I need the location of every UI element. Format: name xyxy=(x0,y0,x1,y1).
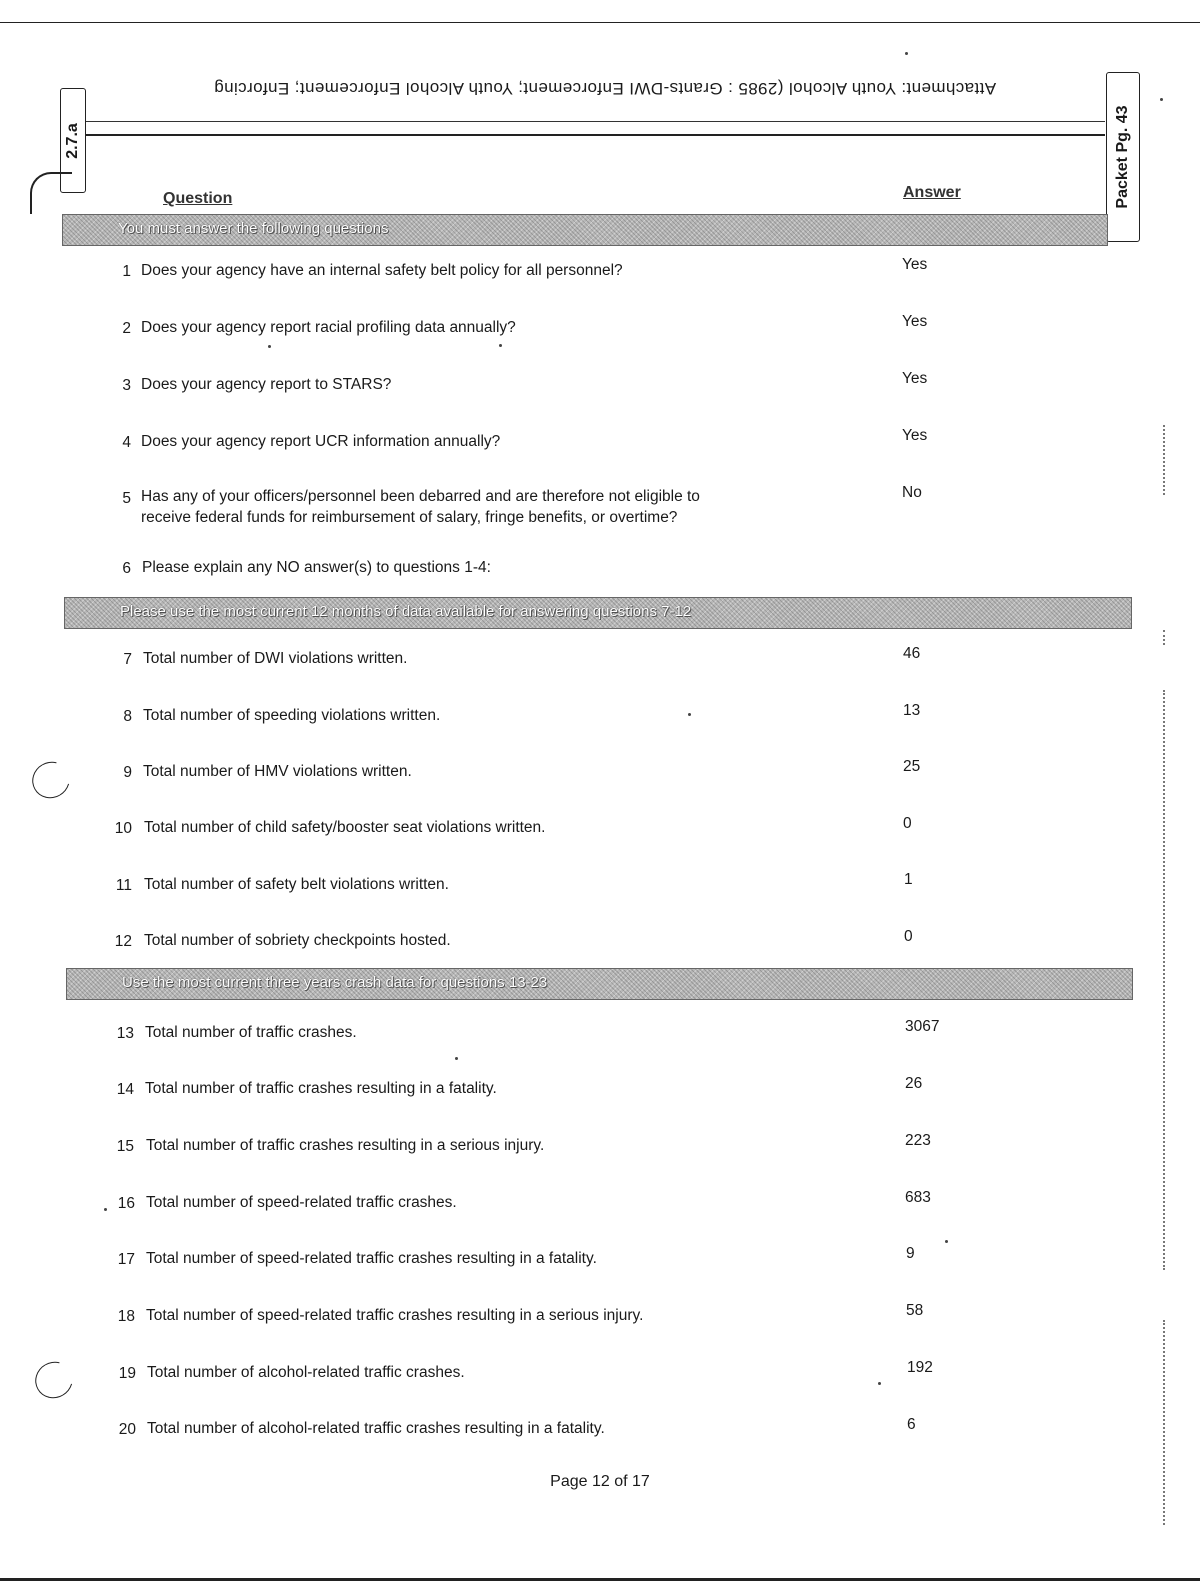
question-number: 18 xyxy=(117,1308,135,1325)
answer-value: 25 xyxy=(903,758,921,775)
section-banner-text: Please use the most current 12 months of data available for answering questions 7-12 xyxy=(120,603,692,620)
question-number: 17 xyxy=(117,1251,135,1268)
question-text: Total number of traffic crashes. xyxy=(145,1024,357,1041)
question-text: Total number of traffic crashes resulting in a serious injury. xyxy=(146,1137,545,1154)
scan-speck xyxy=(1160,98,1163,101)
page-number: Page 12 of 17 xyxy=(550,1473,650,1490)
scan-bottom-edge xyxy=(0,1578,1200,1581)
punch-hole xyxy=(29,1355,80,1405)
question-number: 8 xyxy=(123,708,132,725)
answer-value: 192 xyxy=(907,1359,933,1376)
scan-speck xyxy=(945,1240,948,1243)
punch-hole-arc xyxy=(30,172,72,214)
answer-value: 0 xyxy=(903,815,912,832)
question-text: Does your agency have an internal safety belt policy for all personnel? xyxy=(141,262,623,279)
section-banner xyxy=(66,968,1133,1000)
answer-value: No xyxy=(902,484,922,501)
scan-edge-dots xyxy=(1163,1320,1167,1525)
answer-value: 683 xyxy=(905,1189,931,1206)
question-text: Total number of child safety/booster seat violations written. xyxy=(144,819,546,836)
header-rule-thick xyxy=(85,134,1105,136)
question-number: 20 xyxy=(118,1421,136,1438)
scan-speck xyxy=(905,52,908,55)
question-text: Total number of speed-related traffic crashes. xyxy=(146,1194,457,1211)
question-number: 12 xyxy=(114,933,132,950)
question-number: 4 xyxy=(122,434,131,451)
question-text: Total number of HMV violations written. xyxy=(143,763,412,780)
question-text: Total number of sobriety checkpoints hosted. xyxy=(144,932,451,949)
question-text: Please explain any NO answer(s) to questions 1-4: xyxy=(142,559,491,576)
question-number: 11 xyxy=(115,877,132,894)
section-banner xyxy=(62,214,1108,246)
answer-value: 58 xyxy=(906,1302,924,1319)
scan-top-edge xyxy=(0,22,1200,23)
question-number: 6 xyxy=(122,560,131,577)
answer-value: 1 xyxy=(904,871,913,888)
answer-value: Yes xyxy=(902,256,928,273)
answer-value: Yes xyxy=(902,370,928,387)
scan-speck xyxy=(104,1208,107,1211)
question-number: 15 xyxy=(116,1138,134,1155)
question-text: Total number of safety belt violations written. xyxy=(144,876,449,893)
answer-value: 46 xyxy=(903,645,921,662)
question-text: Total number of speeding violations written. xyxy=(143,707,441,724)
scan-edge-dots xyxy=(1163,425,1167,495)
question-text: Total number of speed-related traffic crashes resulting in a fatality. xyxy=(146,1250,597,1267)
question-number: 14 xyxy=(116,1081,134,1098)
scan-edge-dots xyxy=(1163,690,1167,1270)
question-text: Total number of alcohol-related traffic crashes. xyxy=(147,1364,465,1381)
scan-speck xyxy=(268,345,271,348)
scan-speck xyxy=(878,1382,881,1385)
question-number: 19 xyxy=(118,1365,136,1382)
question-text: Total number of alcohol-related traffic crashes resulting in a fatality. xyxy=(147,1420,605,1437)
packet-page-label: Packet Pg. 43 xyxy=(1114,105,1131,209)
question-text-continued: receive federal funds for reimbursement of salary, fringe benefits, or overtime? xyxy=(141,509,678,526)
question-text: Does your agency report racial profiling data annually? xyxy=(141,319,516,336)
question-number: 7 xyxy=(123,651,132,668)
answer-column-header: Answer xyxy=(903,184,961,201)
question-number: 16 xyxy=(117,1195,135,1212)
question-number: 3 xyxy=(122,377,131,394)
question-number: 10 xyxy=(114,820,132,837)
question-text: Total number of DWI violations written. xyxy=(143,650,408,667)
agenda-item-label: 2.7.a xyxy=(64,122,81,159)
answer-value: 26 xyxy=(905,1075,923,1092)
question-number: 13 xyxy=(116,1025,134,1042)
question-number: 2 xyxy=(122,320,131,337)
answer-value: Yes xyxy=(902,313,928,330)
answer-value: 6 xyxy=(907,1416,916,1433)
section-banner xyxy=(64,597,1132,629)
question-text: Total number of speed-related traffic crashes resulting in a serious injury. xyxy=(146,1307,644,1324)
question-number: 1 xyxy=(122,263,131,280)
question-column-header: Question xyxy=(163,190,233,207)
answer-value: 3067 xyxy=(905,1018,940,1035)
question-text: Does your agency report UCR information annually? xyxy=(141,433,501,450)
question-text: Total number of traffic crashes resulting in a fatality. xyxy=(145,1080,497,1097)
scan-speck xyxy=(688,713,691,716)
punch-hole xyxy=(26,755,77,805)
answer-value: 13 xyxy=(903,702,921,719)
section-banner-text: You must answer the following questions xyxy=(118,220,389,237)
section-banner-text: Use the most current three years crash data for questions 13-23 xyxy=(122,974,548,991)
scan-speck xyxy=(455,1057,458,1060)
question-text: Has any of your officers/personnel been debarred and are therefore not eligible to xyxy=(141,488,700,505)
header-rule-thin xyxy=(85,121,1105,122)
question-text: Does your agency report to STARS? xyxy=(141,376,392,393)
scan-speck xyxy=(499,344,502,347)
answer-value: 223 xyxy=(905,1132,931,1149)
question-number: 9 xyxy=(123,764,132,781)
scan-edge-dots xyxy=(1163,630,1167,645)
answer-value: Yes xyxy=(902,427,928,444)
answer-value: 9 xyxy=(906,1245,915,1262)
answer-value: 0 xyxy=(904,928,913,945)
attachment-header: Attachment: Youth Alcohol (2985 : Grants-DWI Enforcement; Youth Alcohol Enforcement; Enforcing xyxy=(213,79,997,98)
question-number: 5 xyxy=(122,490,131,507)
packet-page-tab xyxy=(1106,72,1140,242)
